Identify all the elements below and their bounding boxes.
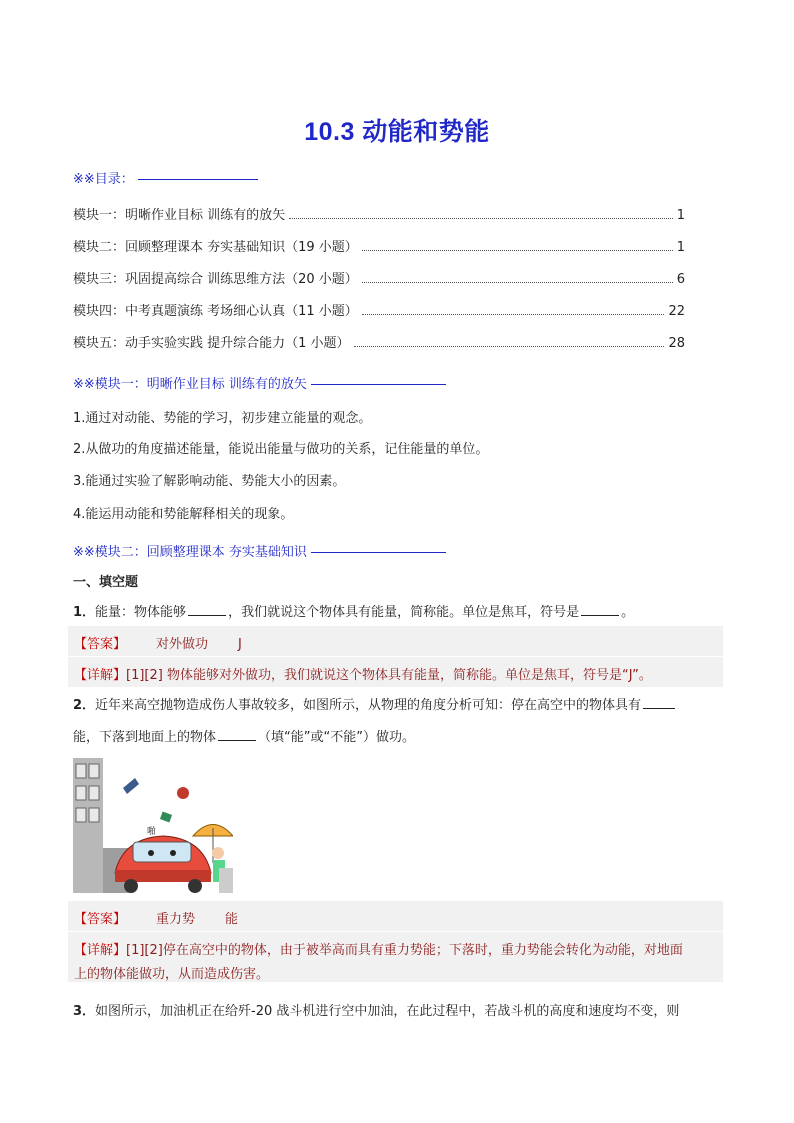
page-title: 10.3 动能和势能	[304, 118, 490, 146]
answer-blank[interactable]	[218, 728, 256, 741]
sound-label: 啪	[147, 827, 157, 837]
answer-blank[interactable]	[188, 603, 226, 616]
answer-value: 能	[225, 912, 239, 927]
question-1: 1．能量：物体能够 ，我们就说这个物体具有能量，简称能。单位是焦耳，符号是 。	[73, 605, 635, 620]
section-title: 一、填空题	[73, 575, 139, 590]
toc-item-3[interactable]: 模块三：巩固提高综合 训练思维方法（20 小题） 6	[73, 272, 685, 287]
detail-text: 上的物体能做功，从而造成伤害。	[74, 967, 270, 982]
goal-item: 2.从做功的角度描述能量，能说出能量与做功的关系，记住能量的单位。	[73, 442, 489, 457]
detail-tag: 【详解】	[74, 668, 127, 683]
heading-rule	[138, 179, 258, 180]
toc-item-4[interactable]: 模块四：中考真题演练 考场细心认真（11 小题） 22	[73, 304, 685, 319]
toc-item-2[interactable]: 模块二：回顾整理课本 夯实基础知识（19 小题） 1	[73, 240, 685, 255]
toc-item-1[interactable]: 模块一：明晰作业目标 训练有的放矢 1	[73, 208, 685, 223]
toc-item-5[interactable]: 模块五：动手实验实践 提升综合能力（1 小题） 28	[73, 336, 685, 351]
answer-blank[interactable]	[643, 696, 675, 709]
answer-value: 重力势	[156, 912, 196, 927]
goal-item: 1.通过对动能、势能的学习，初步建立能量的观念。	[73, 411, 372, 426]
detail-box	[68, 932, 723, 982]
detail-box	[68, 657, 723, 687]
answer-tag: 【答案】	[74, 912, 127, 927]
answer-tag: 【答案】	[74, 637, 127, 652]
toc-heading: ※※目录：	[73, 171, 258, 189]
answer-box	[68, 626, 723, 656]
goal-item: 4.能运用动能和势能解释相关的现象。	[73, 507, 294, 522]
detail-tag: 【详解】	[74, 943, 127, 958]
detail-text: [1][2] 物体能够对外做功，我们就说这个物体具有能量，简称能。单位是焦耳，符号是“J”。	[126, 668, 652, 683]
module2-heading: ※※模块二：回顾整理课本 夯实基础知识	[73, 544, 446, 562]
falling-object-illustration	[73, 758, 233, 893]
answer-blank[interactable]	[581, 603, 619, 616]
question-2-cont: 能，下落到地面上的物体 （填“能”或“不能”）做功。	[73, 730, 415, 745]
detail-text: [1][2]停在高空中的物体，由于被举高而具有重力势能；下落时，重力势能会转化为动能，对地面	[126, 943, 683, 958]
question-3: 3．如图所示，加油机正在给歼-20 战斗机进行空中加油，在此过程中，若战斗机的高度和速度均不变，则	[73, 1004, 680, 1019]
module1-heading: ※※模块一：明晰作业目标 训练有的放矢	[73, 376, 446, 394]
question-2: 2．近年来高空抛物造成伤人事故较多，如图所示，从物理的角度分析可知：停在高空中的物体具有	[73, 696, 677, 715]
answer-value: 对外做功	[156, 637, 209, 652]
answer-value: J	[238, 637, 242, 652]
goal-item: 3.能通过实验了解影响动能、势能大小的因素。	[73, 474, 346, 489]
answer-box	[68, 901, 723, 931]
